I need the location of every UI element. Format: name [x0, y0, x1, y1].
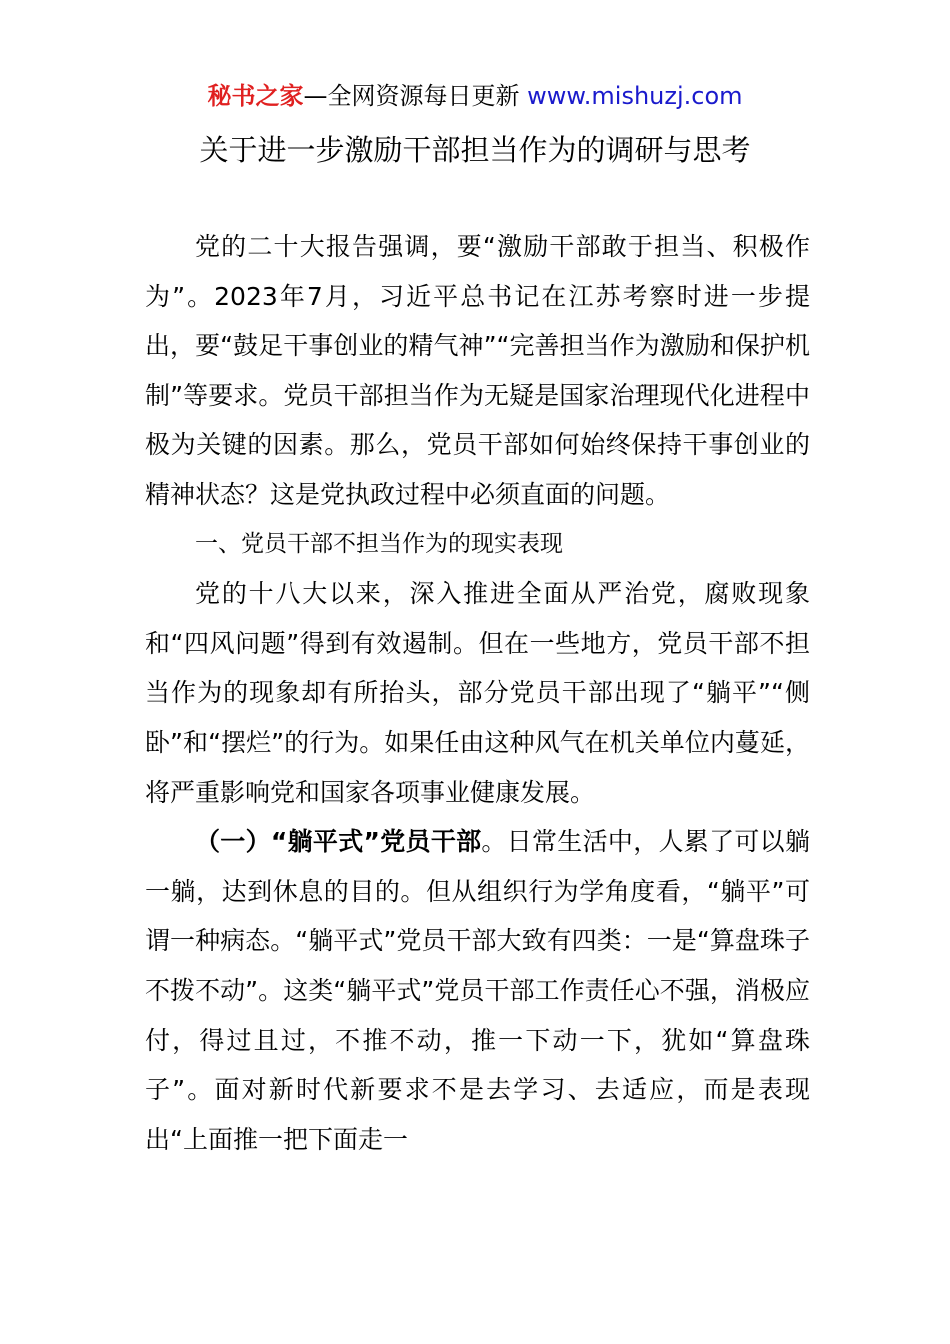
subsection-paragraph	[145, 817, 810, 1164]
subsection-heading: （一）“躺平式”党员干部	[195, 827, 482, 857]
site-header	[0, 80, 950, 112]
intro-paragraph: 党的二十大报告强调，要“激励干部敢于担当、积极作为”。2023年7月，习近平总书记在江苏考察时进一步提出，要“鼓足干事创业的精气神”“完善担当作为激励和保护机制”等要求。党员干部担当作为无疑是国家治理现代化进程中极为关键的因素。那么，党员干部如何始终保持干事创业的精神状态？这是党执政过程中必须直面的问题。	[145, 232, 810, 509]
site-url[interactable]: www.mishuzj.com	[527, 82, 743, 110]
brand-name: 秘书之家	[207, 82, 304, 110]
header-tagline: —全网资源每日更新	[303, 82, 528, 110]
body-paragraph: 党的十八大以来，深入推进全面从严治党，腐败现象和“四风问题”得到有效遏制。但在一些地方，党员干部不担当作为的现象却有所抬头，部分党员干部出现了“躺平”“侧卧”和“摆烂”的行为。如果任由这种风气在机关单位内蔓延，将严重影响党和国家各项事业健康发展。	[145, 579, 810, 807]
document-body	[145, 222, 810, 1164]
document-title: 关于进一步激励干部担当作为的调研与思考	[199, 133, 751, 167]
section-heading: 一、党员干部不担当作为的现实表现	[195, 530, 563, 557]
subsection-text: 。日常生活中，人累了可以躺一躺，达到休息的目的。但从组织行为学角度看，“躺平”可谓一种病态。“躺平式”党员干部大致有四类：一是“算盘珠子不拨不动”。这类“躺平式”党员干部工作责任心不强，消极应付，得过且过，不推不动，推一下动一下，犹如“算盘珠子”。面对新时代新要求不是去学习、去适应，而是表现出“上面推一把下面走一	[145, 827, 810, 1154]
